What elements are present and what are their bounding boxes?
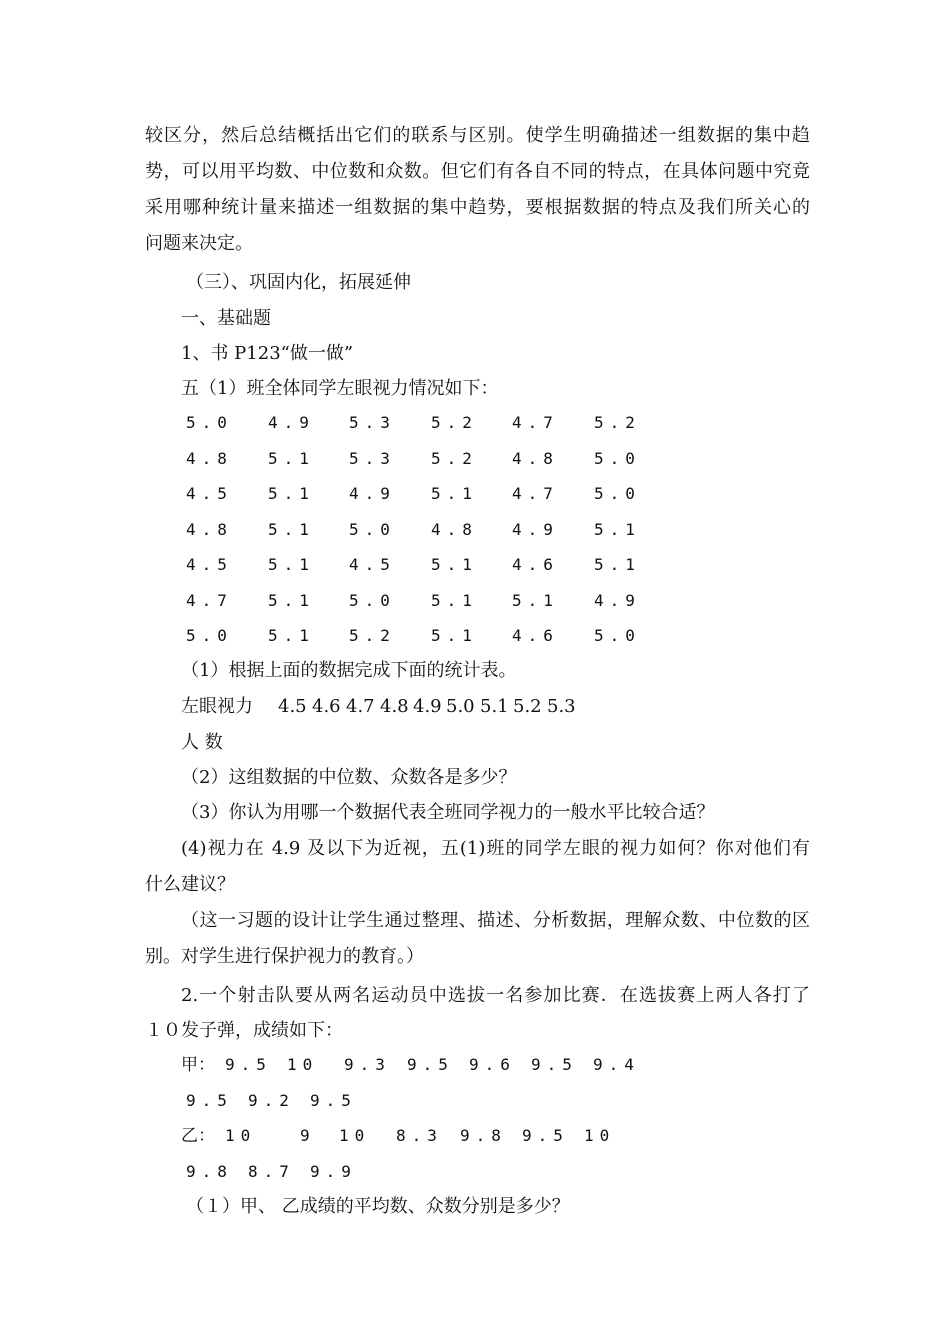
data-cell: 5.2: [349, 626, 396, 645]
score-value: 10: [339, 1126, 371, 1145]
data-cell: 4.5: [186, 484, 233, 503]
data-cell: 5.1: [431, 591, 478, 610]
question-4: (4)视力在 4.9 及以下为近视，五(1)班的同学左眼的视力如何？你对他们有: [181, 838, 810, 859]
table-value: 4.6: [312, 696, 341, 717]
data-cell: 5.1: [268, 555, 315, 574]
data-cell: 5.0: [349, 591, 396, 610]
jia-label: 甲：: [181, 1055, 215, 1075]
yi-scores-row-2: [186, 1160, 810, 1184]
table-row-label: 左眼视力: [181, 696, 253, 717]
jia-scores-row-2: [186, 1089, 810, 1113]
paragraph-line: 较区分，然后总结概括出它们的联系与区别。使学生明确描述一组数据的集中趋: [145, 125, 810, 146]
data-cell: 5.0: [349, 520, 396, 539]
score-value: 9.9: [310, 1162, 357, 1181]
score-value: 9.5: [225, 1055, 272, 1074]
data-cell: 5.1: [431, 555, 478, 574]
data-cell: 5.1: [268, 591, 315, 610]
score-value: 9: [300, 1126, 316, 1145]
exercise-intro: 五（1）班全体同学左眼视力情况如下：: [181, 378, 499, 399]
paragraph-line: 采用哪种统计量来描述一组数据的集中趋势，要根据数据的特点及我们所关心的: [145, 197, 810, 218]
score-value: 9.4: [593, 1055, 640, 1074]
score-value: 9.5: [522, 1126, 569, 1145]
score-value: 9.5: [186, 1091, 233, 1110]
data-cell: 4.7: [512, 413, 559, 432]
table-value: 4.9: [413, 696, 442, 717]
exercise-2-continued: １０发子弹，成绩如下：: [145, 1020, 343, 1041]
data-cell: 4.9: [594, 591, 641, 610]
data-cell: 5.1: [268, 626, 315, 645]
table-value: 5.3: [547, 696, 576, 717]
score-value: 10: [225, 1126, 257, 1145]
data-cell: 5.1: [431, 626, 478, 645]
score-value: 9.6: [469, 1055, 516, 1074]
question-4-continued: 什么建议？: [145, 874, 235, 895]
stats-table-people-row: 人 数: [181, 732, 223, 753]
table-value: 5.0: [446, 696, 475, 717]
data-cell: 5.1: [512, 591, 559, 610]
score-value: 8.3: [396, 1126, 443, 1145]
data-cell: 4.7: [512, 484, 559, 503]
data-cell: 5.2: [431, 413, 478, 432]
score-value: 10: [287, 1055, 319, 1074]
data-cell: 4.8: [186, 520, 233, 539]
yi-label: 乙：: [181, 1126, 215, 1146]
data-cell: 5.1: [594, 555, 641, 574]
score-value: 10: [584, 1126, 616, 1145]
data-cell: 4.9: [349, 484, 396, 503]
score-value: 9.5: [531, 1055, 578, 1074]
data-cell: 4.5: [186, 555, 233, 574]
data-cell: 4.8: [512, 449, 559, 468]
data-cell: 5.2: [431, 449, 478, 468]
data-cell: 4.6: [512, 626, 559, 645]
table-value: 4.7: [346, 696, 375, 717]
paragraph-line: 势，可以用平均数、中位数和众数。但它们有各自不同的特点，在具体问题中究竟: [145, 161, 810, 182]
score-value: 9.8: [460, 1126, 507, 1145]
jia-scores-row: [181, 1053, 810, 1077]
data-cell: 5.1: [268, 484, 315, 503]
data-cell: 5.0: [594, 484, 641, 503]
question-2: （2）这组数据的中位数、众数各是多少？: [181, 767, 517, 788]
score-value: 9.5: [310, 1091, 357, 1110]
data-cell: 5.3: [349, 413, 396, 432]
data-cell: 5.0: [186, 413, 233, 432]
data-cell: 4.9: [512, 520, 559, 539]
data-cell: 5.0: [186, 626, 233, 645]
score-value: 9.5: [407, 1055, 454, 1074]
score-value: 8.7: [248, 1162, 295, 1181]
design-note: （这一习题的设计让学生通过整理、描述、分析数据，理解众数、中位数的区: [181, 910, 810, 931]
score-value: 9.3: [344, 1055, 391, 1074]
score-value: 9.2: [248, 1091, 295, 1110]
data-cell: 5.1: [594, 520, 641, 539]
data-cell: 4.8: [186, 449, 233, 468]
data-cell: 5.0: [594, 449, 641, 468]
score-value: 9.8: [186, 1162, 233, 1181]
paragraph-line: 问题来决定。: [145, 233, 253, 254]
data-cell: 5.3: [349, 449, 396, 468]
data-cell: 4.5: [349, 555, 396, 574]
data-cell: 4.6: [512, 555, 559, 574]
table-value: 5.2: [513, 696, 542, 717]
question-1: （1）根据上面的数据完成下面的统计表。: [181, 660, 517, 681]
data-cell: 4.8: [431, 520, 478, 539]
question-3: （3）你认为用哪一个数据代表全班同学视力的一般水平比较合适？: [181, 802, 715, 823]
section-heading: （三）、巩固内化，拓展延伸: [186, 272, 411, 293]
table-value: 4.8: [380, 696, 409, 717]
data-cell: 5.0: [594, 626, 641, 645]
data-cell: 5.1: [268, 449, 315, 468]
data-cell: 5.1: [431, 484, 478, 503]
exercise-title: 1、书 P123“做一做”: [181, 343, 354, 364]
data-cell: 4.9: [268, 413, 315, 432]
yi-scores-row: [181, 1124, 810, 1148]
exercise-2-title: 2.一个射击队要从两名运动员中选拔一名参加比赛．在选拔赛上两人各打了: [181, 985, 810, 1006]
data-cell: 5.2: [594, 413, 641, 432]
design-note-continued: 别。对学生进行保护视力的教育。）: [145, 946, 424, 967]
data-cell: 4.7: [186, 591, 233, 610]
table-value: 5.1: [480, 696, 509, 717]
data-cell: 5.1: [268, 520, 315, 539]
exercise-2-question-1: （１）甲、 乙成绩的平均数、众数分别是多少？: [186, 1196, 570, 1217]
table-value: 4.5: [278, 696, 307, 717]
subsection-heading: 一、基础题: [181, 308, 271, 329]
